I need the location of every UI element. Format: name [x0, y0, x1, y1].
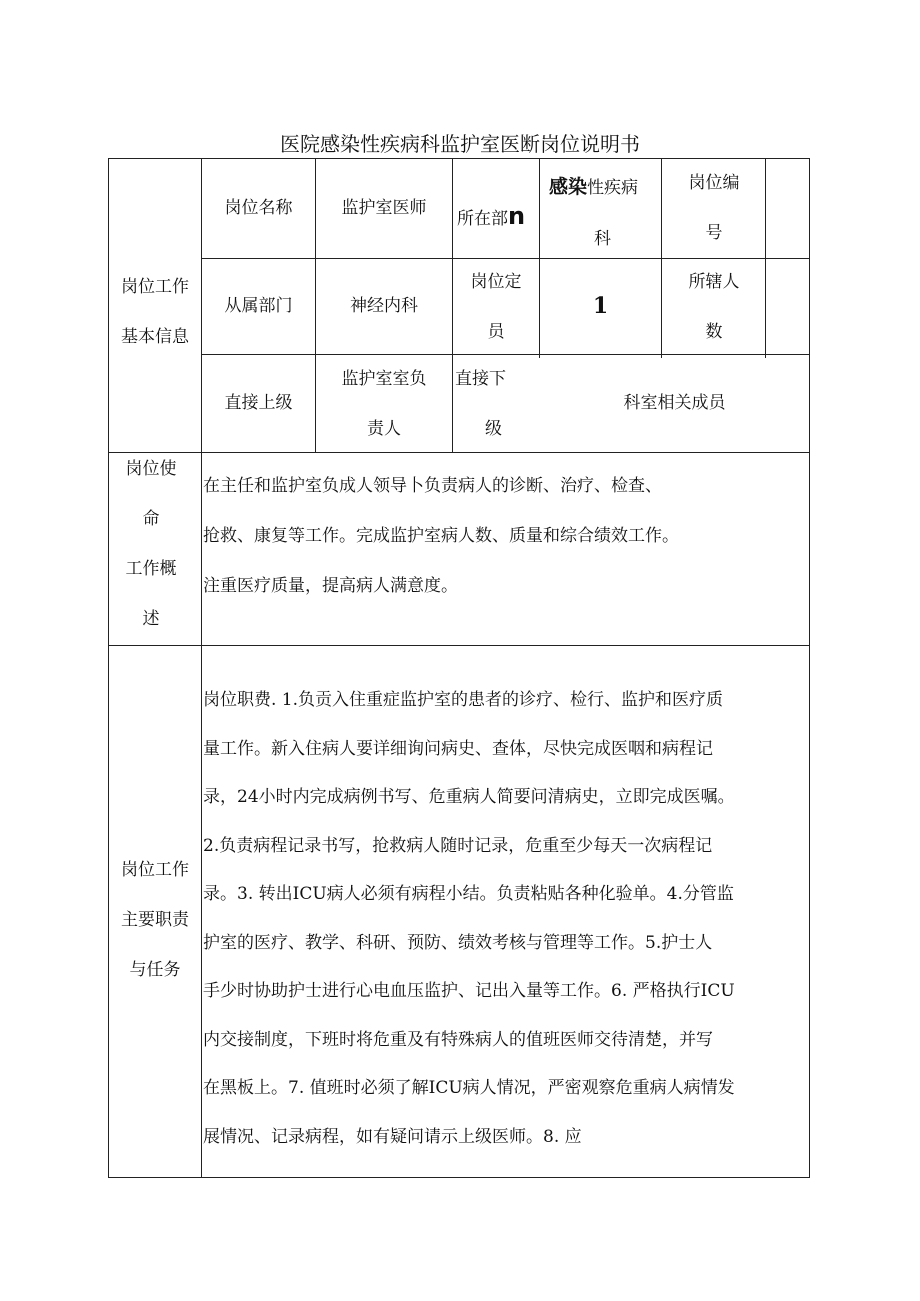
direct-superior-label: 直接上级	[224, 393, 293, 413]
department-label: 所在部n	[457, 202, 526, 230]
mission-text: 在主任和监护室负成人领导卜负责病人的诊断、治疗、检查、 抢救、康复等工作。完成监护室病人数、质量和综合绩效工作。 注重医疗质量，提高病人满意度。	[203, 476, 679, 596]
post-name-value: 监护室医师	[341, 198, 427, 218]
department-value-line2: 科	[594, 229, 611, 249]
page-title: 医院感染性疾病科监护室医断岗位说明书	[280, 132, 640, 156]
parent-department-value: 神经内科	[350, 296, 418, 316]
post-name-label: 岗位名称	[224, 198, 293, 218]
staffing-label: 岗位定 员	[470, 272, 522, 342]
direct-superior-value: 监护室室负 责人	[341, 369, 427, 439]
direct-subordinate-value: 科室相关成员	[623, 393, 726, 413]
mission-section-label: 岗位使 命 工作概 述	[125, 459, 177, 629]
department-value: 感染性疾病	[549, 176, 639, 198]
post-code-label: 岗位编 号	[688, 173, 740, 243]
parent-department-label: 从属部门	[224, 296, 293, 316]
duties-text: 岗位职费. 1.负贡入住重症监护室的患者的诊疗、检行、监护和医疗质 量工作。新入住病人要详细询问病史、查体，尽快完成医咽和病程记 录，24小时内完成病例书写、危重病人简要问清病史，立即完成医嘱。 2.负责病程记录书写，抢救病人随时记录，危重至少每天一次病程记 录。3. 转出ICU病人必须有病程小结。负责粘贴各种化验单。4.分管监 护室的医疗、教学、科研、预防、绩效考核与管理等工作。5.护士人 手少时协助护士进行心电血压监护、记出入量等工作。6. 严格执行ICU 内交接制度，下班时将危重及有特殊病人的值班医师交待清楚，并写 在黑板上。7. 值班时必须了解ICU病人情况，严密观察危重病人病情发 展情况、记录病程，如有疑问请示上级医师。8. 应	[203, 690, 735, 1147]
subordinate-count-label: 所辖人 数	[688, 272, 740, 342]
basic-info-section-label: 岗位工作 基本信息	[121, 277, 189, 347]
staffing-value: 1	[592, 293, 609, 319]
direct-subordinate-label: 直接下 级	[455, 369, 506, 439]
duties-section-label: 岗位工作 主要职责 与任务	[121, 860, 189, 980]
